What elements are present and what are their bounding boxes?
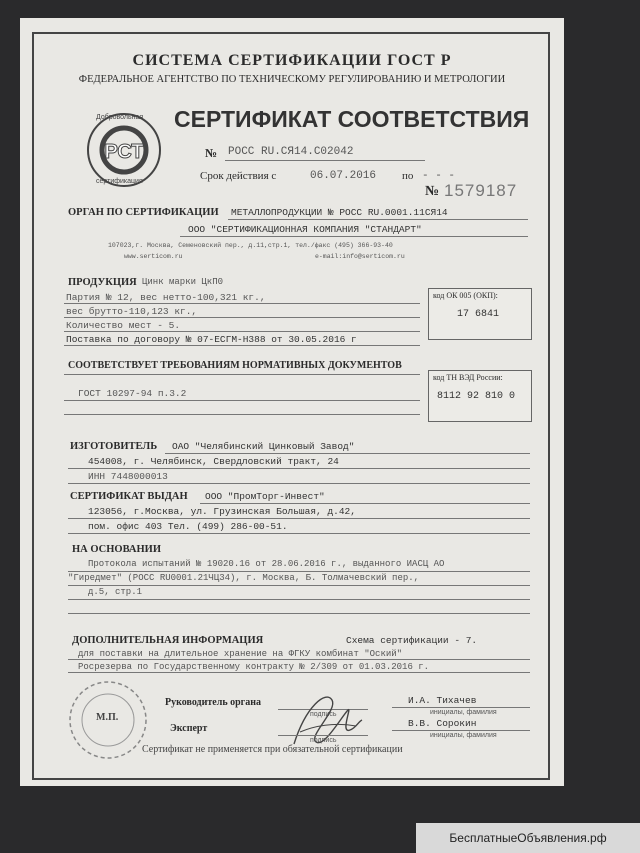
head-sig-caption: подпись	[310, 711, 337, 718]
expert-name-caption: инициалы, фамилия	[430, 732, 497, 739]
basis-line1: Протокола испытаний № 19020.16 от 28.06.2016 г., выданного ИАСЦ АО	[88, 559, 445, 569]
manufacturer-address: 454008, г. Челябинск, Свердловский тракт, 24	[88, 456, 339, 467]
serial-number: 1579187	[444, 181, 518, 200]
issued-address1: 123056, г.Москва, ул. Грузинская Большая, д.42,	[88, 506, 356, 517]
issued-label: СЕРТИФИКАТ ВЫДАН	[70, 491, 188, 502]
certificate-number: РОСС RU.СЯ14.С02042	[228, 146, 354, 158]
organ-label: ОРГАН ПО СЕРТИФИКАЦИИ	[68, 207, 219, 218]
basis-line2: "Гиредмет" (РОСС RU0001.21ЧЦ34), г. Москва, Б. Толмачевский пер.,	[68, 573, 420, 583]
head-name: И.А. Тихачев	[408, 695, 477, 706]
agency-title: ФЕДЕРАЛЬНОЕ АГЕНТСТВО ПО ТЕХНИЧЕСКОМУ РЕГУЛИРОВАНИЮ И МЕТРОЛОГИИ	[78, 74, 506, 85]
logo-mark: РСТ	[104, 141, 144, 163]
compliance-label: СООТВЕТСТВУЕТ ТРЕБОВАНИЯМ НОРМАТИВНЫХ ДОКУМЕНТОВ	[68, 360, 402, 371]
validity-from: 06.07.2016	[310, 170, 377, 182]
head-label: Руководитель органа	[165, 697, 261, 708]
okp-box	[428, 288, 532, 340]
product-line5: Поставка по договору № 07-ЕСГМ-Н388 от 30.05.2016 г	[66, 334, 357, 345]
product-label: ПРОДУКЦИЯ	[68, 277, 137, 288]
organ-email: e-mail:info@serticom.ru	[315, 253, 405, 260]
additional-line2: Росрезерва по Государственному контракту № 2/309 от 01.03.2016 г.	[78, 662, 430, 672]
number-label: №	[205, 146, 218, 160]
issued-address2: пом. офис 403 Тел. (499) 286-00-51.	[88, 521, 288, 532]
system-title: СИСТЕМА СЕРТИФИКАЦИИ ГОСТ Р	[132, 52, 452, 69]
additional-label: ДОПОЛНИТЕЛЬНАЯ ИНФОРМАЦИЯ	[72, 635, 264, 646]
organ-address: 107023,г. Москва, Семеновский пер., д.11,стр.1, тел./факс (495) 366-93-40	[108, 242, 393, 249]
product-line1: Цинк марки ЦкП0	[142, 277, 224, 287]
expert-sig-caption: подпись	[310, 737, 337, 744]
notice-text: Сертификат не применяется при обязательной сертификации	[142, 744, 403, 755]
seal-stamp	[66, 678, 150, 762]
manufacturer-label: ИЗГОТОВИТЕЛЬ	[70, 441, 158, 452]
validity-label: Срок действия с	[200, 170, 277, 182]
organ-web: www.serticom.ru	[124, 253, 183, 260]
serial-label: №	[425, 184, 440, 199]
certificate-paper	[20, 18, 564, 786]
manufacturer-inn: ИНН 7448000013	[88, 471, 168, 482]
basis-line3: д.5, стр.1	[88, 587, 143, 597]
certificate-title: СЕРТИФИКАТ СООТВЕТСТВИЯ	[174, 106, 530, 132]
head-name-caption: инициалы, фамилия	[430, 709, 497, 716]
tnved-label: код ТН ВЭД России:	[433, 373, 503, 382]
stamp-label: М.П.	[96, 712, 119, 723]
tnved-value: 8112 92 810 0	[437, 391, 516, 402]
basis-label: НА ОСНОВАНИИ	[72, 544, 162, 555]
product-line2: Партия № 12, вес нетто-100,321 кг.,	[66, 292, 266, 303]
issued-name: ООО "ПромТорг-Инвест"	[205, 491, 325, 502]
additional-line1: для поставки на длительное хранение на ФГКУ комбинат "Оский"	[78, 649, 403, 659]
product-line3: вес брутто-110,123 кг.,	[66, 306, 198, 317]
gost-reference: ГОСТ 10297-94 п.3.2	[78, 388, 187, 399]
manufacturer-name: ОАО "Челябинский Цинковый Завод"	[172, 441, 355, 452]
expert-name: В.В. Сорокин	[408, 718, 477, 729]
scheme-text: Схема сертификации - 7.	[346, 635, 478, 646]
rst-logo-icon	[84, 110, 164, 190]
logo-bottom-text: сертификация	[96, 178, 143, 185]
product-line4: Количество мест - 5.	[66, 320, 181, 331]
okp-label: код ОК 005 (ОКП):	[433, 291, 498, 300]
expert-label: Эксперт	[170, 723, 208, 734]
organ-name2: ООО "СЕРТИФИКАЦИОННАЯ КОМПАНИЯ "СТАНДАРТ"	[188, 224, 422, 235]
logo-top-text: Добровольная	[96, 114, 144, 121]
site-watermark: БесплатныеОбъявления.рф	[416, 823, 640, 853]
okp-value: 17 6841	[457, 309, 500, 320]
validity-to: - - -	[422, 170, 456, 182]
organ-name1: МЕТАЛЛОПРОДУКЦИИ № РОСС RU.0001.11СЯ14	[231, 207, 448, 218]
tnved-box	[428, 370, 532, 422]
validity-to-label: по	[402, 170, 414, 182]
